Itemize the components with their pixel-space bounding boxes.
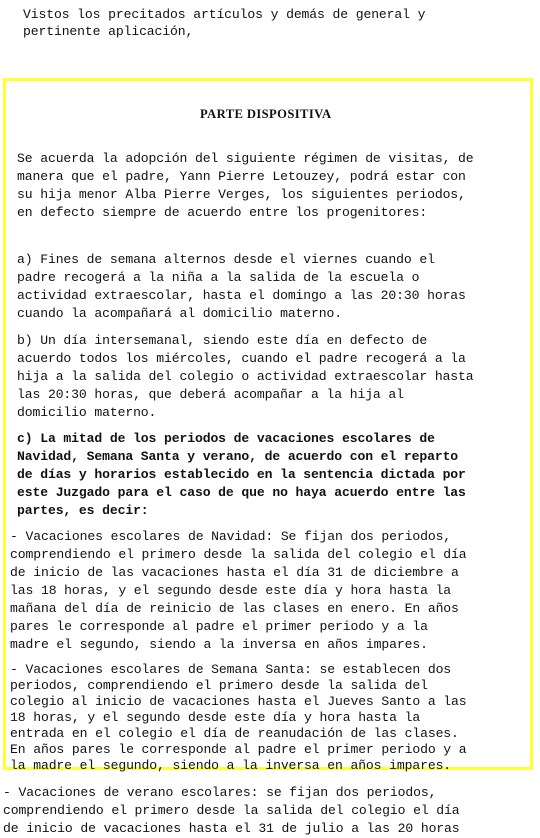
item-c-line: este Juzgado para el caso de que no haya acuerdo entre las [17,485,466,500]
item-c-line: de días y horarios establecido en la sentencia dictada por [17,467,466,482]
item-b-line: las 20:30 horas, que deberá acompañar a la hija al [17,387,404,402]
navidad-line: mañana del día de reinicio de las clases en enero. En años [10,601,459,616]
verano-line: de inicio de vacaciones hasta el 31 de julio a las 20 horas [3,821,460,836]
navidad-line: - Vacaciones escolares de Navidad: Se fijan dos periodos, [10,529,452,544]
section-title: PARTE DISPOSITIVA [200,107,332,121]
item-c-line: Navidad, Semana Santa y verano, de acuerdo con el reparto [17,449,459,464]
intro-line: en defecto siempre de acuerdo entre los progenitores: [17,205,428,220]
item-a-line: actividad extraescolar, hasta el domingo a las 20:30 horas [17,288,466,303]
navidad-line: las 18 horas, y el segundo desde este día y hora hasta la [10,583,452,598]
semana-santa-line: 18 horas, y el segundo desde este día y hora hasta la [10,710,421,725]
item-a-line: a) Fines de semana alternos desde el viernes cuando el [17,252,435,267]
navidad-line: de inicio de las vacaciones hasta el día 31 de diciembre a [10,565,459,580]
semana-santa-line: colegio al inicio de vacaciones hasta el Jueves Santo a las [10,694,467,709]
item-c-line: partes, es decir: [17,503,149,518]
intro-line: Se acuerda la adopción del siguiente régimen de visitas, de [17,151,474,166]
semana-santa-line: periodos, comprendiendo el primero desde la salida del [10,678,428,693]
semana-santa-line: la madre el segundo, siendo a la inversa en años impares. [10,758,452,773]
preamble-line: Vistos los precitados artículos y demás de general y [23,7,426,22]
navidad-line: pares le corresponde al padre el primer periodo y a la [10,619,428,634]
item-b-line: b) Un día intersemanal, siendo este día en defecto de [17,333,428,348]
semana-santa-line: En años pares le corresponde al padre el primer periodo y a [10,742,467,757]
intro-line: su hija menor Alba Pierre Verges, los siguientes periodos, [17,187,466,202]
item-c-line: c) La mitad de los periodos de vacaciones escolares de [17,431,435,446]
item-b-line: acuerdo todos los miércoles, cuando el padre recogerá a la [17,351,466,366]
navidad-line: comprendiendo el primero desde la salida del colegio el día [10,547,467,562]
item-a-line: cuando la acompañará al domicilio materno. [17,306,342,321]
preamble-line: pertinente aplicación, [23,24,194,39]
item-b-line: domicilio materno. [17,405,157,420]
intro-line: manera que el padre, Yann Pierre Letouzey, podrá estar con [17,169,466,184]
semana-santa-line: entrada en el colegio el día de reanudación de las clases. [10,726,459,741]
item-a-line: padre recogerá a la niña a la salida de la escuela o [17,270,420,285]
item-b-line: hija a la salida del colegio o actividad extraescolar hasta [17,369,474,384]
verano-line: - Vacaciones de verano escolares: se fijan dos periodos, [3,785,437,800]
semana-santa-line: - Vacaciones escolares de Semana Santa: se establecen dos [10,662,452,677]
verano-line: comprendiendo el primero desde la salida del colegio el día [3,803,460,818]
navidad-line: madre el segundo, siendo a la inversa en años impares. [10,637,428,652]
